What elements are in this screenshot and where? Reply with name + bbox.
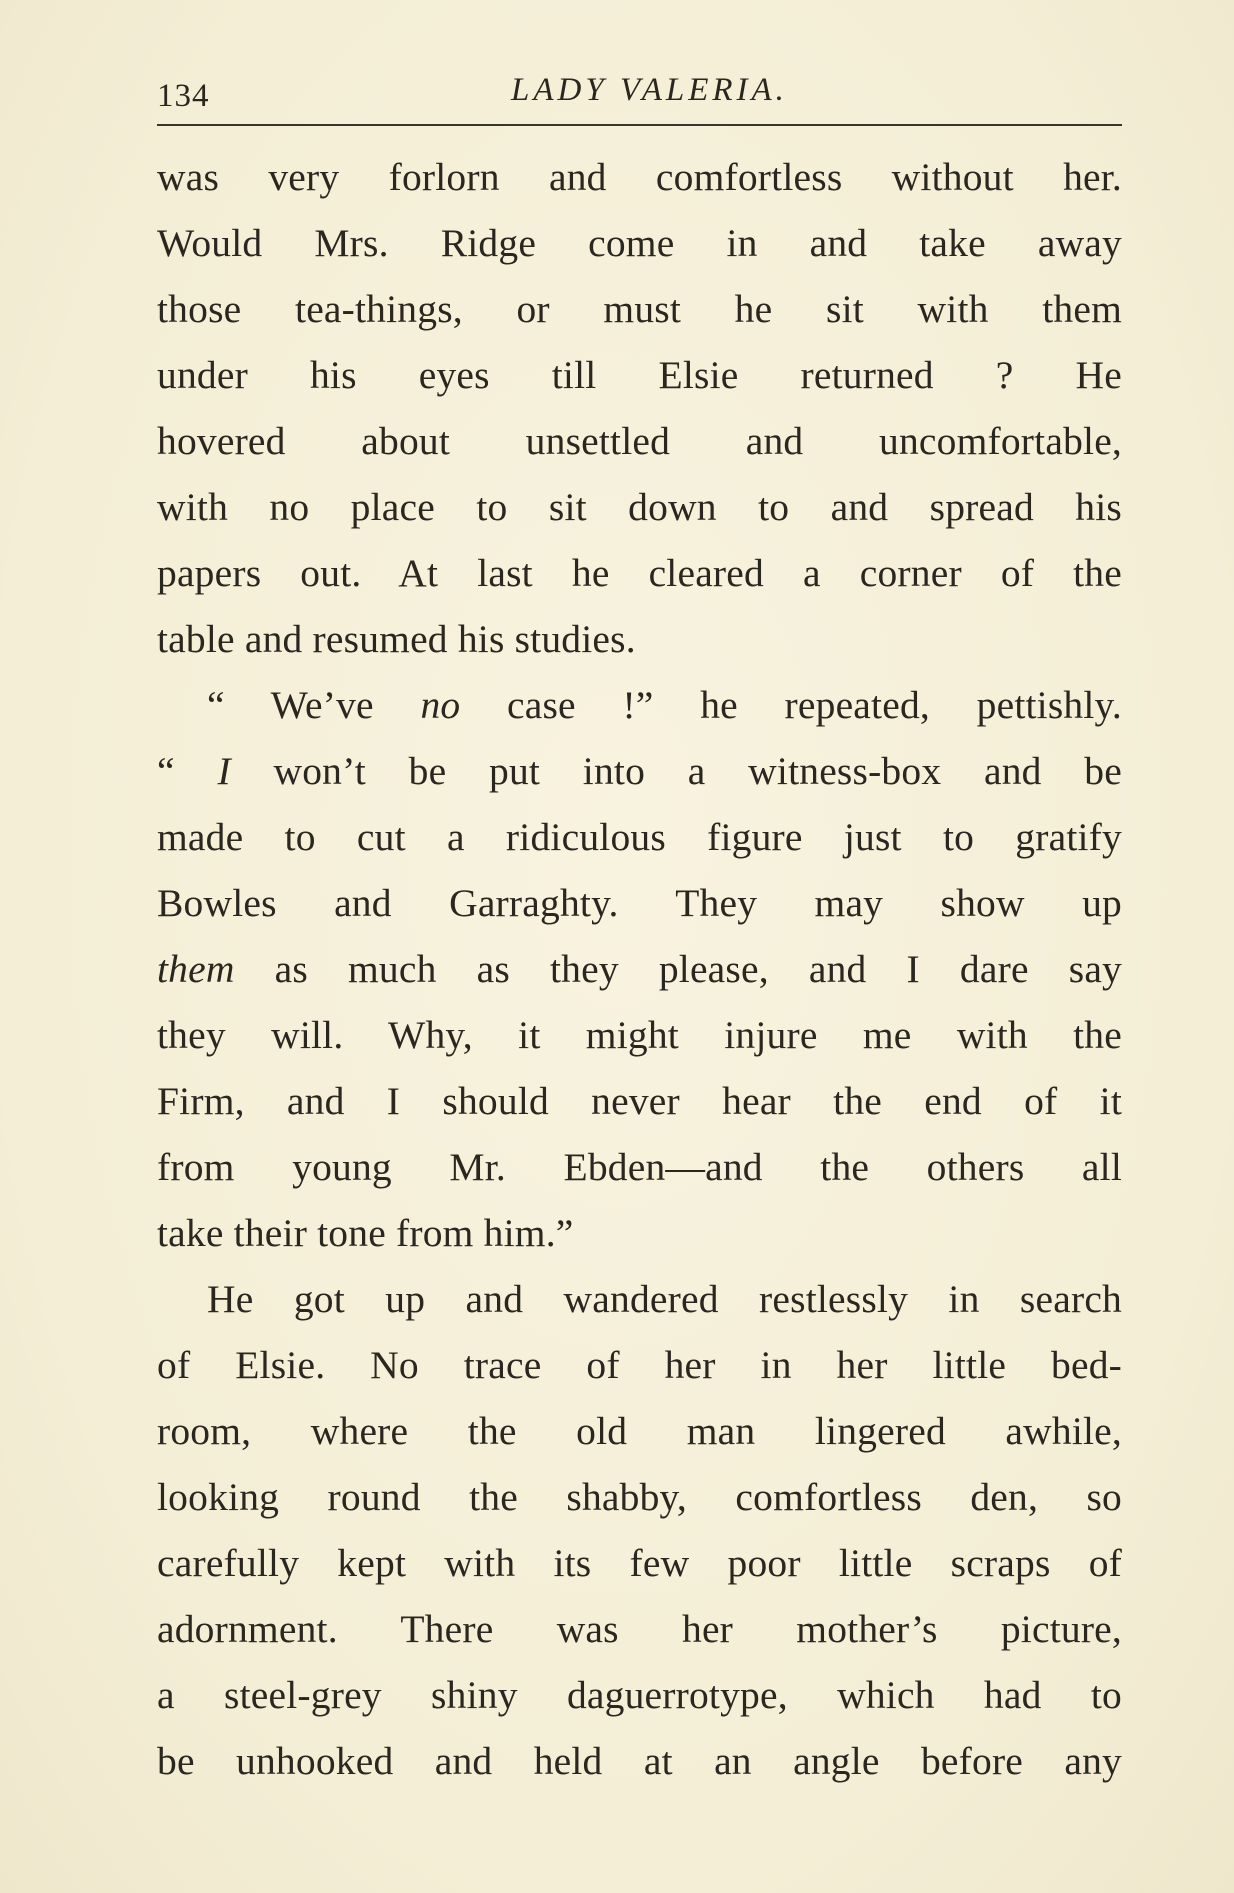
text-line: hovered about unsettled and uncomfortable, bbox=[157, 419, 1122, 463]
text-line: with no place to sit down to and spread his bbox=[157, 485, 1122, 529]
text-line: from young Mr. Ebden—and the others all bbox=[157, 1145, 1122, 1189]
text-line: under his eyes till Elsie returned ? He bbox=[157, 353, 1122, 397]
text-line: Bowles and Garraghty. They may show up bbox=[157, 881, 1122, 925]
text-line: made to cut a ridiculous figure just to gratify bbox=[157, 815, 1122, 859]
header-rule bbox=[157, 124, 1122, 126]
text-line: of Elsie. No trace of her in her little bed- bbox=[157, 1343, 1122, 1387]
text-line: Would Mrs. Ridge come in and take away bbox=[157, 221, 1122, 265]
text-line: papers out. At last he cleared a corner of the bbox=[157, 551, 1122, 595]
text-line: take their tone from him.” bbox=[157, 1211, 574, 1255]
text-line: those tea-things, or must he sit with them bbox=[157, 287, 1122, 331]
running-head bbox=[157, 72, 1122, 120]
text-line: a steel-grey shiny daguerrotype, which had to bbox=[157, 1673, 1122, 1717]
text-line: Firm, and I should never hear the end of it bbox=[157, 1079, 1122, 1123]
text-line: table and resumed his studies. bbox=[157, 617, 636, 661]
emphasis: no bbox=[420, 683, 461, 727]
page-number: 134 bbox=[157, 78, 210, 114]
running-title: LADY VALERIA. bbox=[511, 72, 788, 108]
text-line: looking round the shabby, comfortless den, so bbox=[157, 1475, 1122, 1519]
text-line: room, where the old man lingered awhile, bbox=[157, 1409, 1122, 1453]
text-line: was very forlorn and comfortless without her. bbox=[157, 155, 1122, 199]
text-line: carefully kept with its few poor little scraps of bbox=[157, 1541, 1122, 1585]
text-line: “ I won’t be put into a witness-box and be bbox=[157, 749, 1122, 793]
emphasis: I bbox=[217, 749, 231, 793]
emphasis: them bbox=[157, 947, 235, 991]
text-line: “ We’ve no case !” he repeated, pettishly. bbox=[207, 683, 1122, 727]
text-line: be unhooked and held at an angle before any bbox=[157, 1739, 1122, 1783]
text-line: them as much as they please, and I dare say bbox=[157, 947, 1122, 991]
body-text bbox=[157, 144, 1122, 1794]
text-line: adornment. There was her mother’s picture, bbox=[157, 1607, 1122, 1651]
text-line: He got up and wandered restlessly in search bbox=[207, 1277, 1122, 1321]
text-line: they will. Why, it might injure me with the bbox=[157, 1013, 1122, 1057]
